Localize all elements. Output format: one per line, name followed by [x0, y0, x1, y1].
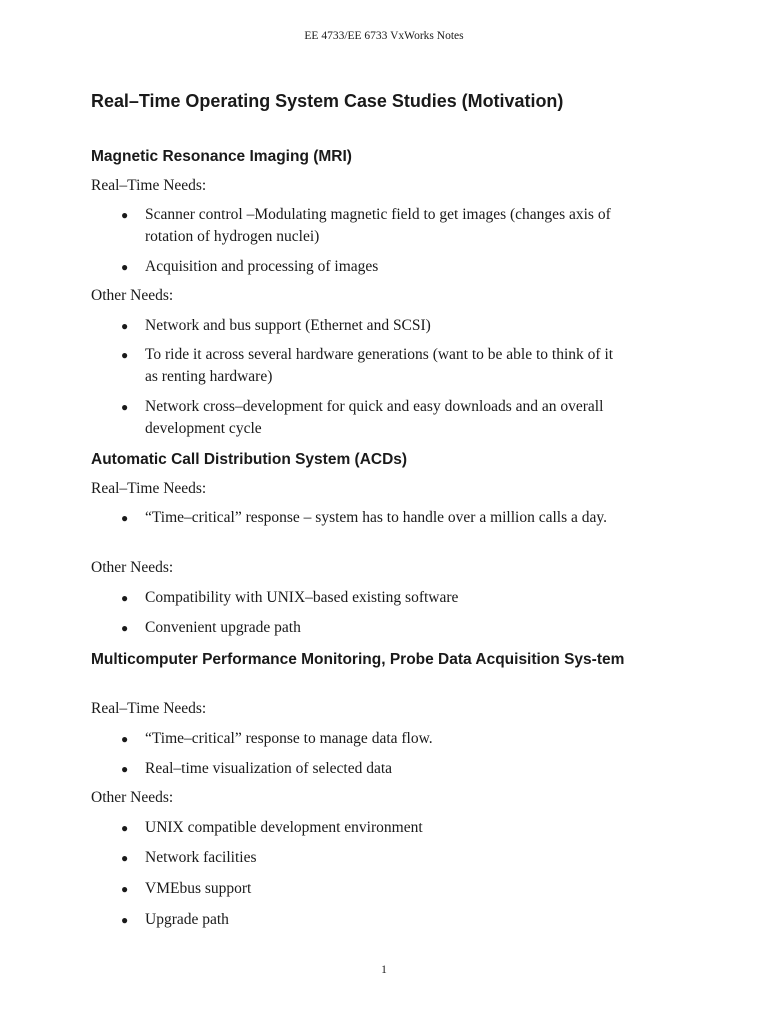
list-item-text: Scanner control –Modulating magnetic field to get images (changes axis of rotation of hydrogen nuclei) [145, 206, 611, 245]
bullet-icon: ● [121, 208, 129, 222]
bullet-icon: ● [121, 762, 129, 776]
bullet-icon: ● [121, 591, 129, 605]
list-item [145, 817, 615, 839]
realtime-needs-label: Real–Time Needs: [91, 177, 207, 194]
list-item [145, 909, 615, 931]
bullet-icon: ● [121, 732, 129, 746]
other-needs-label: Other Needs: [91, 559, 174, 576]
list-item [145, 878, 615, 900]
other-needs-label: Other Needs: [91, 789, 174, 806]
list-item [145, 847, 615, 869]
realtime-needs-label: Real–Time Needs: [91, 480, 207, 497]
other-needs-label: Other Needs: [91, 287, 174, 304]
list-item-text: “Time–critical” response to manage data flow. [145, 730, 433, 747]
list-item-text: UNIX compatible development environment [145, 819, 423, 836]
section-heading-acd: Automatic Call Distribution System (ACDs) [91, 451, 408, 468]
list-item-text: Network facilities [145, 849, 257, 866]
bullet-icon: ● [121, 913, 129, 927]
section-heading-mri: Magnetic Resonance Imaging (MRI) [91, 148, 352, 165]
list-item [145, 204, 615, 248]
list-item-text: Network cross–development for quick and easy downloads and an overall development cycle [145, 398, 604, 437]
bullet-icon: ● [121, 511, 129, 525]
list-item-text: Network and bus support (Ethernet and SCSI) [145, 317, 431, 334]
list-item [145, 344, 615, 388]
bullet-icon: ● [121, 319, 129, 333]
list-item-text: To ride it across several hardware generations (want to be able to think of it as renting hardware) [145, 346, 614, 385]
page-title: Real–Time Operating System Case Studies (Motivation) [91, 90, 564, 111]
list-item-text: Acquisition and processing of images [145, 258, 379, 275]
bullet-icon: ● [121, 882, 129, 896]
list-item [145, 507, 615, 529]
bullet-icon: ● [121, 348, 129, 362]
list-item-text: “Time–critical” response – system has to handle over a million calls a day. [145, 509, 608, 526]
bullet-icon: ● [121, 621, 129, 635]
list-item-text: VMEbus support [145, 880, 252, 897]
bullet-icon: ● [121, 400, 129, 414]
page-number: 1 [381, 964, 387, 976]
page-header: EE 4733/EE 6733 VxWorks Notes [304, 30, 464, 42]
list-item-text: Convenient upgrade path [145, 619, 301, 636]
list-item [145, 758, 615, 780]
bullet-icon: ● [121, 851, 129, 865]
list-item [145, 587, 615, 609]
list-item-text: Real–time visualization of selected data [145, 760, 393, 777]
list-item-text: Compatibility with UNIX–based existing software [145, 589, 459, 606]
list-item [145, 315, 615, 337]
list-item [145, 728, 615, 750]
list-item [145, 396, 615, 440]
realtime-needs-label: Real–Time Needs: [91, 700, 207, 717]
bullet-icon: ● [121, 821, 129, 835]
bullet-icon: ● [121, 260, 129, 274]
list-item [145, 256, 615, 278]
section-heading-multicomputer: Multicomputer Performance Monitoring, Probe Data Acquisition Sys-tem [91, 651, 625, 668]
list-item-text: Upgrade path [145, 911, 229, 928]
list-item [145, 617, 615, 639]
